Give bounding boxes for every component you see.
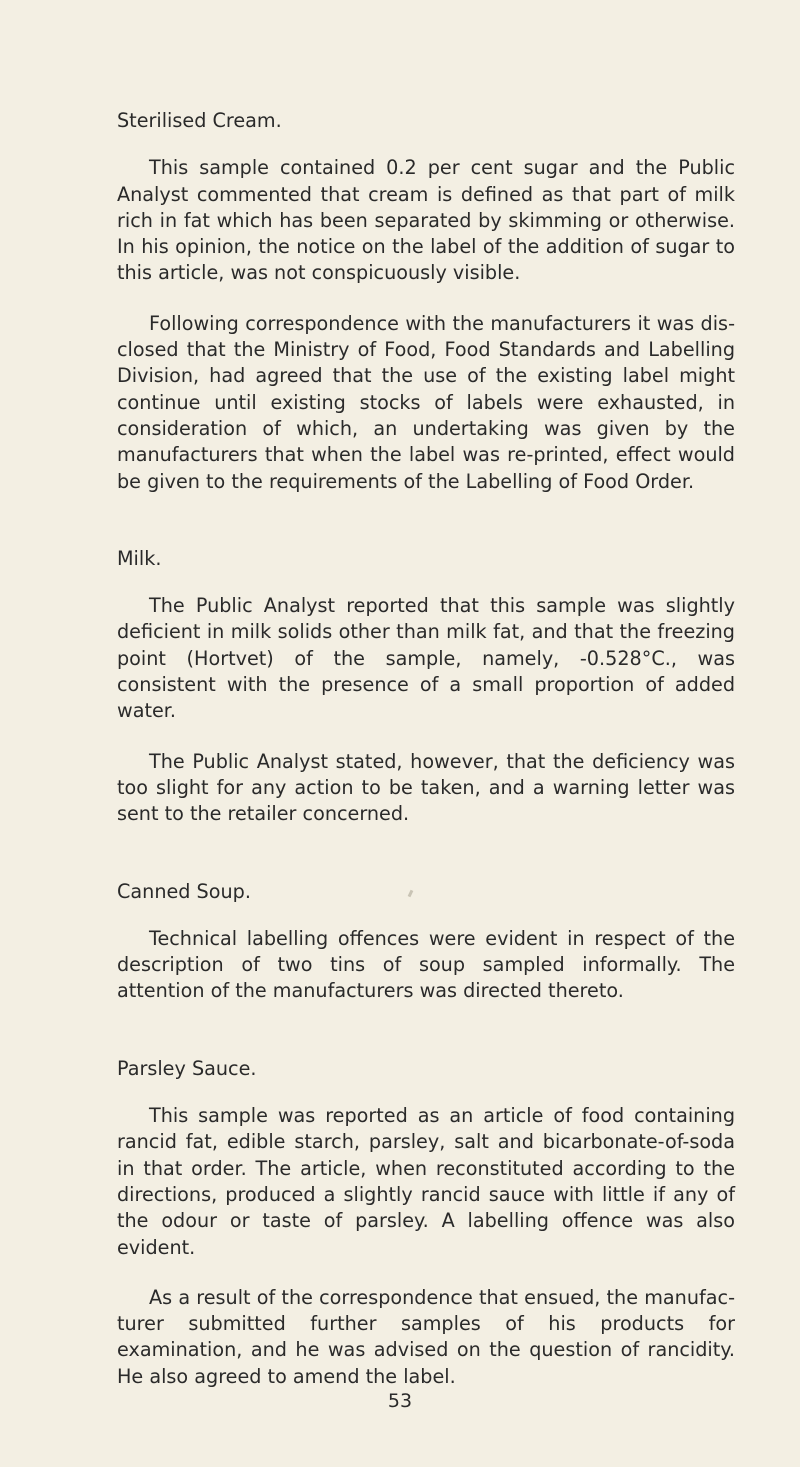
paragraph: The Public Analyst reported that this sample was slightly deficient in milk solids other than milk fat, and that the freezing point (Hortvet) of the sample, namely, -0.528°C., was consistent with the presence of a small proportion of added water. — [117, 594, 735, 723]
paragraph: As a result of the correspondence that ensued, the manufacturer submitted further samples of his products for examination, and he was advised on the question of rancidity. He also agreed to amend the label. — [117, 1285, 735, 1388]
paragraph: Following correspondence with the manufacturers it was disclosed that the Ministry of Food, Food Standards and Labelling Division, had agreed that the use of the existing label might continue until existing stocks of labels were exhausted, in consideration of which, an undertaking was given by the manufacturers that when the label was re-printed, effect would be given to the requirements of the Labelling of Food Order. — [117, 311, 735, 493]
paragraph: Technical labelling offences were evident in respect of the description of two tins of soup sampled informally. The attention of the manufacturers was directed thereto. — [117, 926, 735, 1003]
page-number: 53 — [387, 1390, 413, 1412]
section-heading-sterilised-cream: Sterilised Cream. — [117, 109, 282, 132]
section-heading-parsley-sauce: Parsley Sauce. — [117, 1056, 257, 1080]
paragraph: This sample contained 0.2 per cent sugar and the Public Analyst commented that cream is defined as that part of milk rich in fat which has been separated by skimming or otherwise. In his opinion, the notice on the label of the addition of sugar to this article, was not conspicuously visible. — [117, 156, 735, 285]
paragraph: The Public Analyst stated, however, that the deficiency was too slight for any action to be taken, and a warning letter was sent to the retailer concerned. — [117, 749, 735, 826]
paragraph: This sample was reported as an article of food containing rancid fat, edible starch, parsley, salt and bicarbonate-of-soda in that order. The article, when reconstituted according to the directions, produced a slightly rancid sauce with little if any of the odour or taste of parsley. A labelling offence was also evident. — [117, 1104, 735, 1259]
section-heading-milk: Milk. — [117, 546, 162, 570]
section-heading-canned-soup: Canned Soup. — [117, 879, 251, 903]
text-column — [117, 108, 735, 1390]
